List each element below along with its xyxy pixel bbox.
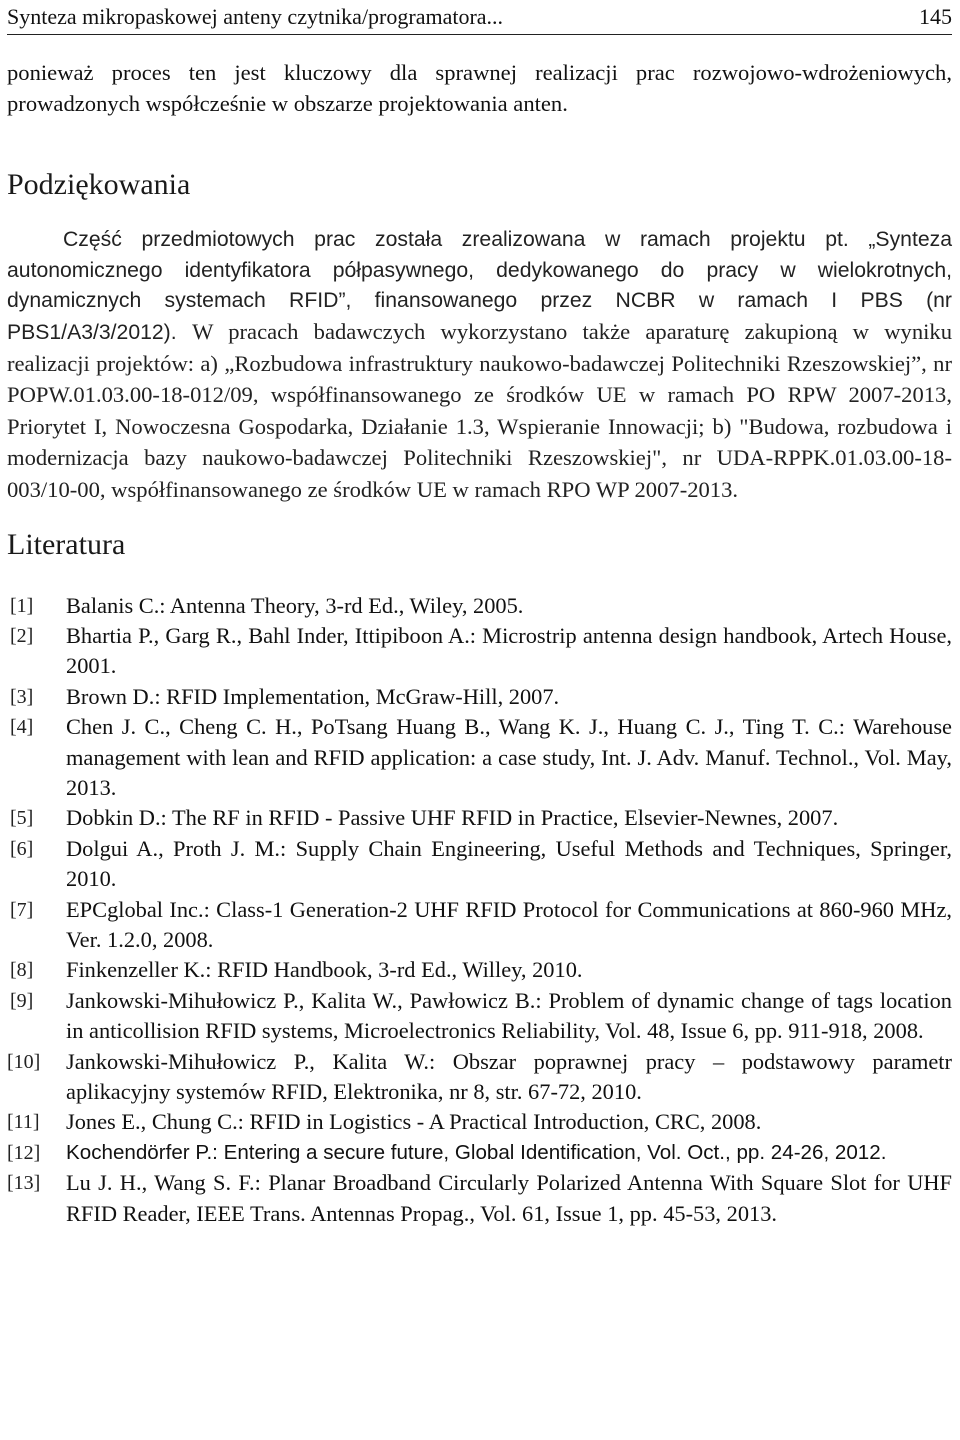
reference-text: Dolgui A., Proth J. M.: Supply Chain Engineering, Useful Methods and Techniques, Springer, 2010.: [66, 835, 952, 892]
running-header: [7, 0, 952, 35]
reference-number: [8]: [10, 959, 34, 982]
reference-text: Jankowski-Mihułowicz P., Kalita W.: Obszar poprawnej pracy – podstawowy parametr aplikacyjny systemów RFID, Elektronika, nr 8, str. 67-72, 2010.: [66, 1048, 952, 1105]
reference-text: Brown D.: RFID Implementation, McGraw-Hill, 2007.: [66, 683, 560, 709]
reference-text: Balanis C.: Antenna Theory, 3-rd Ed., Wiley, 2005.: [66, 592, 524, 618]
reference-number: [13]: [7, 1172, 41, 1195]
reference-item: [7, 682, 952, 712]
reference-number: [11]: [7, 1111, 40, 1134]
reference-text: Lu J. H., Wang S. F.: Planar Broadband Circularly Polarized Antenna With Square Slot for UHF RFID Reader, IEEE Trans. Antennas Propag., Vol. 61, Issue 1, pp. 45-53, 2013.: [66, 1170, 952, 1226]
acknowledgements-text-part1: Część przedmiotowych prac została zrealizowana w ramach projektu pt. „Synteza autonomicznego identyfikatora półpasywnego, dedykowanego do pracy w wielokrotnych, dynamicznych systemach RFID”, finansowanego przez NCBR w ramach I PBS (nr PBS1/A3/3/2012).: [7, 228, 952, 344]
reference-text: Dobkin D.: The RF in RFID - Passive UHF RFID in Practice, Elsevier-Newnes, 2007.: [66, 805, 839, 831]
acknowledgements-text-part2: W pracach badawczych wykorzystano także aparaturę zakupioną w wyniku realizacji projektów: a) „Rozbudowa infrastruktury naukowo-badawczej Politechniki Rzeszowskiej”, nr POPW.01.03.00-18-012/09, współfinansowanego ze środków UE w ramach PO RPW 2007-2013, Priorytet I, Nowoczesna Gospodarka, Działanie 1.3, Wspieranie Innowacji; b) "Budowa, rozbudowa i modernizacja bazy naukowo-badawczej Politechniki Rzeszowskiej", nr UDA-RPPK.01.03.00-18-003/10-00, współfinansowanego ze środków UE w ramach RPO WP 2007-2013.: [7, 318, 952, 502]
reference-item: [7, 1107, 952, 1137]
reference-text: Jankowski-Mihułowicz P., Kalita W., Pawłowicz B.: Problem of dynamic change of tags location in anticollision RFID systems, Microelectronics Reliability, Vol. 48, Issue 6, pp. 911-918, 2008.: [66, 987, 952, 1044]
reference-item: [7, 621, 952, 682]
reference-number: [5]: [10, 807, 34, 830]
reference-item: [7, 1168, 952, 1229]
reference-number: [12]: [7, 1141, 41, 1164]
reference-text: Kochendörfer P.: Entering a secure future, Global Identification, Vol. Oct., pp. 24-26, 2012.: [66, 1140, 887, 1164]
reference-number: [9]: [10, 989, 34, 1012]
reference-number: [2]: [10, 624, 34, 647]
reference-item: [7, 803, 952, 833]
reference-text: Finkenzeller K.: RFID Handbook, 3-rd Ed., Willey, 2010.: [66, 957, 583, 983]
reference-number: [3]: [10, 685, 34, 708]
reference-item: [7, 591, 952, 621]
literature-heading: Literatura: [7, 527, 126, 561]
reference-item: [7, 1138, 952, 1168]
reference-item: [7, 955, 952, 985]
reference-number: [4]: [10, 716, 34, 739]
reference-item: [7, 834, 952, 895]
reference-text: Bhartia P., Garg R., Bahl Inder, Ittipiboon A.: Microstrip antenna design handbook, Artech House, 2001.: [66, 622, 952, 679]
reference-list: [7, 591, 952, 1230]
running-title: Synteza mikropaskowej anteny czytnika/programatora...: [7, 4, 504, 29]
reference-item: [7, 1047, 952, 1108]
page-content: [7, 58, 952, 1229]
reference-text: Chen J. C., Cheng C. H., PoTsang Huang B., Wang K. J., Huang C. J., Ting T. C.: Warehouse management with lean and RFID application: a case study, Int. J. Adv. Manuf. Technol., Vol. May, 2013.: [66, 714, 952, 800]
reference-item: [7, 986, 952, 1047]
reference-text: EPCglobal Inc.: Class-1 Generation-2 UHF RFID Protocol for Communications at 860-960 MHz, Ver. 1.2.0, 2008.: [66, 896, 952, 952]
reference-text: Jones E., Chung C.: RFID in Logistics - A Practical Introduction, CRC, 2008.: [66, 1109, 762, 1135]
reference-number: [6]: [10, 837, 34, 860]
reference-number: [10]: [7, 1050, 41, 1073]
reference-number: [1]: [10, 594, 34, 617]
reference-item: [7, 895, 952, 956]
intro-paragraph: ponieważ proces ten jest kluczowy dla sprawnej realizacji prac rozwojowo-wdrożeniowych, prowadzonych współcześnie w obszarze projektowania anten.: [7, 60, 952, 116]
page-number: 145: [919, 4, 952, 29]
reference-item: [7, 712, 952, 803]
reference-number: [7]: [10, 898, 34, 921]
acknowledgements-heading: Podziękowania: [7, 168, 191, 202]
acknowledgements-paragraph: [7, 225, 952, 506]
